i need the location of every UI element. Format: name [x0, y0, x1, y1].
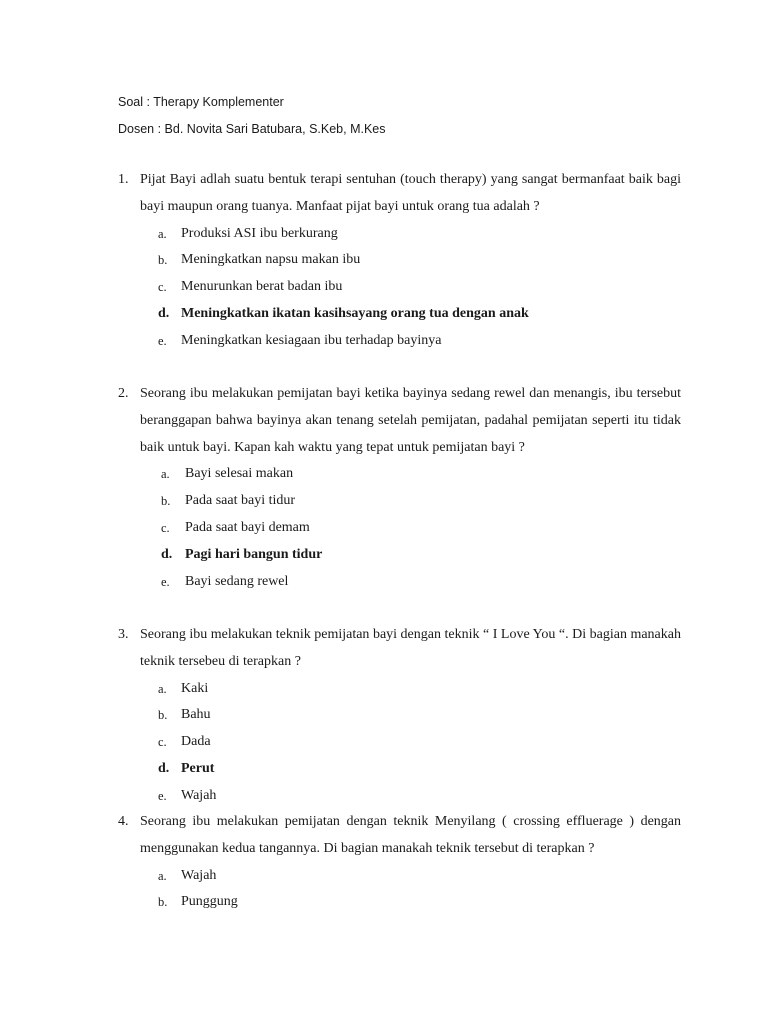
question-text: Seorang ibu melakukan pemijatan bayi ketika bayinya sedang rewel dan menangis, ibu tersebut beranggapan bahwa bayinya akan tenang setelah pemijatan, padahal pemijatan seperti itu tidak baik untuk bayi. Kapan kah waktu yang tepat untuk pemijatan bayi ? [140, 386, 681, 455]
option-label: Bahu [181, 707, 211, 723]
option-e [118, 328, 681, 355]
option-b [118, 702, 681, 729]
question-1 [118, 167, 681, 355]
question-stem [118, 381, 681, 461]
option-letter: a. [158, 868, 167, 883]
question-number: 4. [118, 814, 129, 829]
question-number: 1. [118, 172, 129, 187]
option-label: Meningkatkan napsu makan ibu [181, 252, 361, 268]
question-2 [118, 381, 681, 595]
option-letter: e. [161, 574, 170, 589]
option-label: Bayi sedang rewel [185, 573, 289, 589]
option-list [118, 221, 681, 355]
option-a [118, 863, 681, 890]
option-e [118, 569, 681, 596]
option-letter: a. [158, 226, 167, 241]
option-a [118, 221, 681, 248]
option-e [118, 783, 681, 810]
option-letter: a. [158, 681, 167, 696]
option-b [118, 247, 681, 274]
option-label: Bayi selesai makan [185, 466, 294, 482]
option-label: Meningkatkan kesiagaan ibu terhadap bayinya [181, 332, 442, 348]
question-stem [118, 622, 681, 676]
option-b [118, 488, 681, 515]
option-letter: d. [158, 760, 170, 776]
option-label: Kaki [181, 680, 209, 696]
question-3 [118, 622, 681, 810]
option-d-correct [118, 301, 681, 328]
question-4 [118, 809, 681, 916]
option-label: Wajah [181, 867, 217, 883]
option-list [118, 461, 681, 595]
option-label: Pada saat bayi demam [185, 519, 310, 535]
option-b [118, 889, 681, 916]
option-c [118, 274, 681, 301]
option-letter: c. [161, 520, 170, 535]
option-label: Produksi ASI ibu berkurang [181, 225, 338, 241]
option-label: Punggung [181, 894, 238, 910]
option-letter: c. [158, 280, 167, 295]
option-letter: b. [158, 708, 168, 723]
option-letter: d. [161, 546, 173, 562]
question-number: 2. [118, 386, 129, 401]
option-letter: b. [158, 895, 168, 910]
option-a [118, 461, 681, 488]
document-header [118, 92, 386, 146]
option-a [118, 676, 681, 703]
option-label: Meningkatkan ikatan kasihsayang orang tua dengan anak [181, 305, 529, 321]
option-d-correct [118, 756, 681, 783]
option-label: Wajah [181, 787, 217, 803]
option-c [118, 729, 681, 756]
question-text: Seorang ibu melakukan pemijatan dengan teknik Menyilang ( crossing effluerage ) dengan menggunakan kedua tangannya. Di bagian manakah teknik tersebut di terapkan ? [140, 814, 681, 856]
question-number: 3. [118, 627, 129, 642]
option-c [118, 515, 681, 542]
option-label: Pagi hari bangun tidur [185, 546, 323, 562]
option-letter: e. [158, 333, 167, 348]
option-list [118, 863, 681, 917]
lecturer-name: Dosen : Bd. Novita Sari Batubara, S.Keb, M.Kes [118, 122, 386, 136]
question-text: Seorang ibu melakukan teknik pemijatan bayi dengan teknik “ I Love You “. Di bagian manakah teknik tersebeu di terapkan ? [140, 627, 681, 669]
option-letter: e. [158, 788, 167, 803]
option-letter: b. [161, 494, 171, 509]
option-letter: c. [158, 735, 167, 750]
option-label: Perut [181, 760, 215, 776]
question-stem [118, 167, 681, 221]
option-list [118, 676, 681, 810]
option-label: Pada saat bayi tidur [185, 493, 296, 509]
subject-title: Soal : Therapy Komplementer [118, 95, 284, 109]
option-label: Menurunkan berat badan ibu [181, 279, 343, 295]
option-letter: b. [158, 253, 168, 268]
question-stem [118, 809, 681, 863]
option-letter: a. [161, 467, 170, 482]
option-label: Dada [181, 734, 211, 750]
option-letter: d. [158, 305, 170, 321]
question-text: Pijat Bayi adlah suatu bentuk terapi sentuhan (touch therapy) yang sangat bermanfaat baik bagi bayi maupun orang tuanya. Manfaat pijat bayi untuk orang tua adalah ? [140, 172, 681, 214]
option-d-correct [118, 542, 681, 569]
